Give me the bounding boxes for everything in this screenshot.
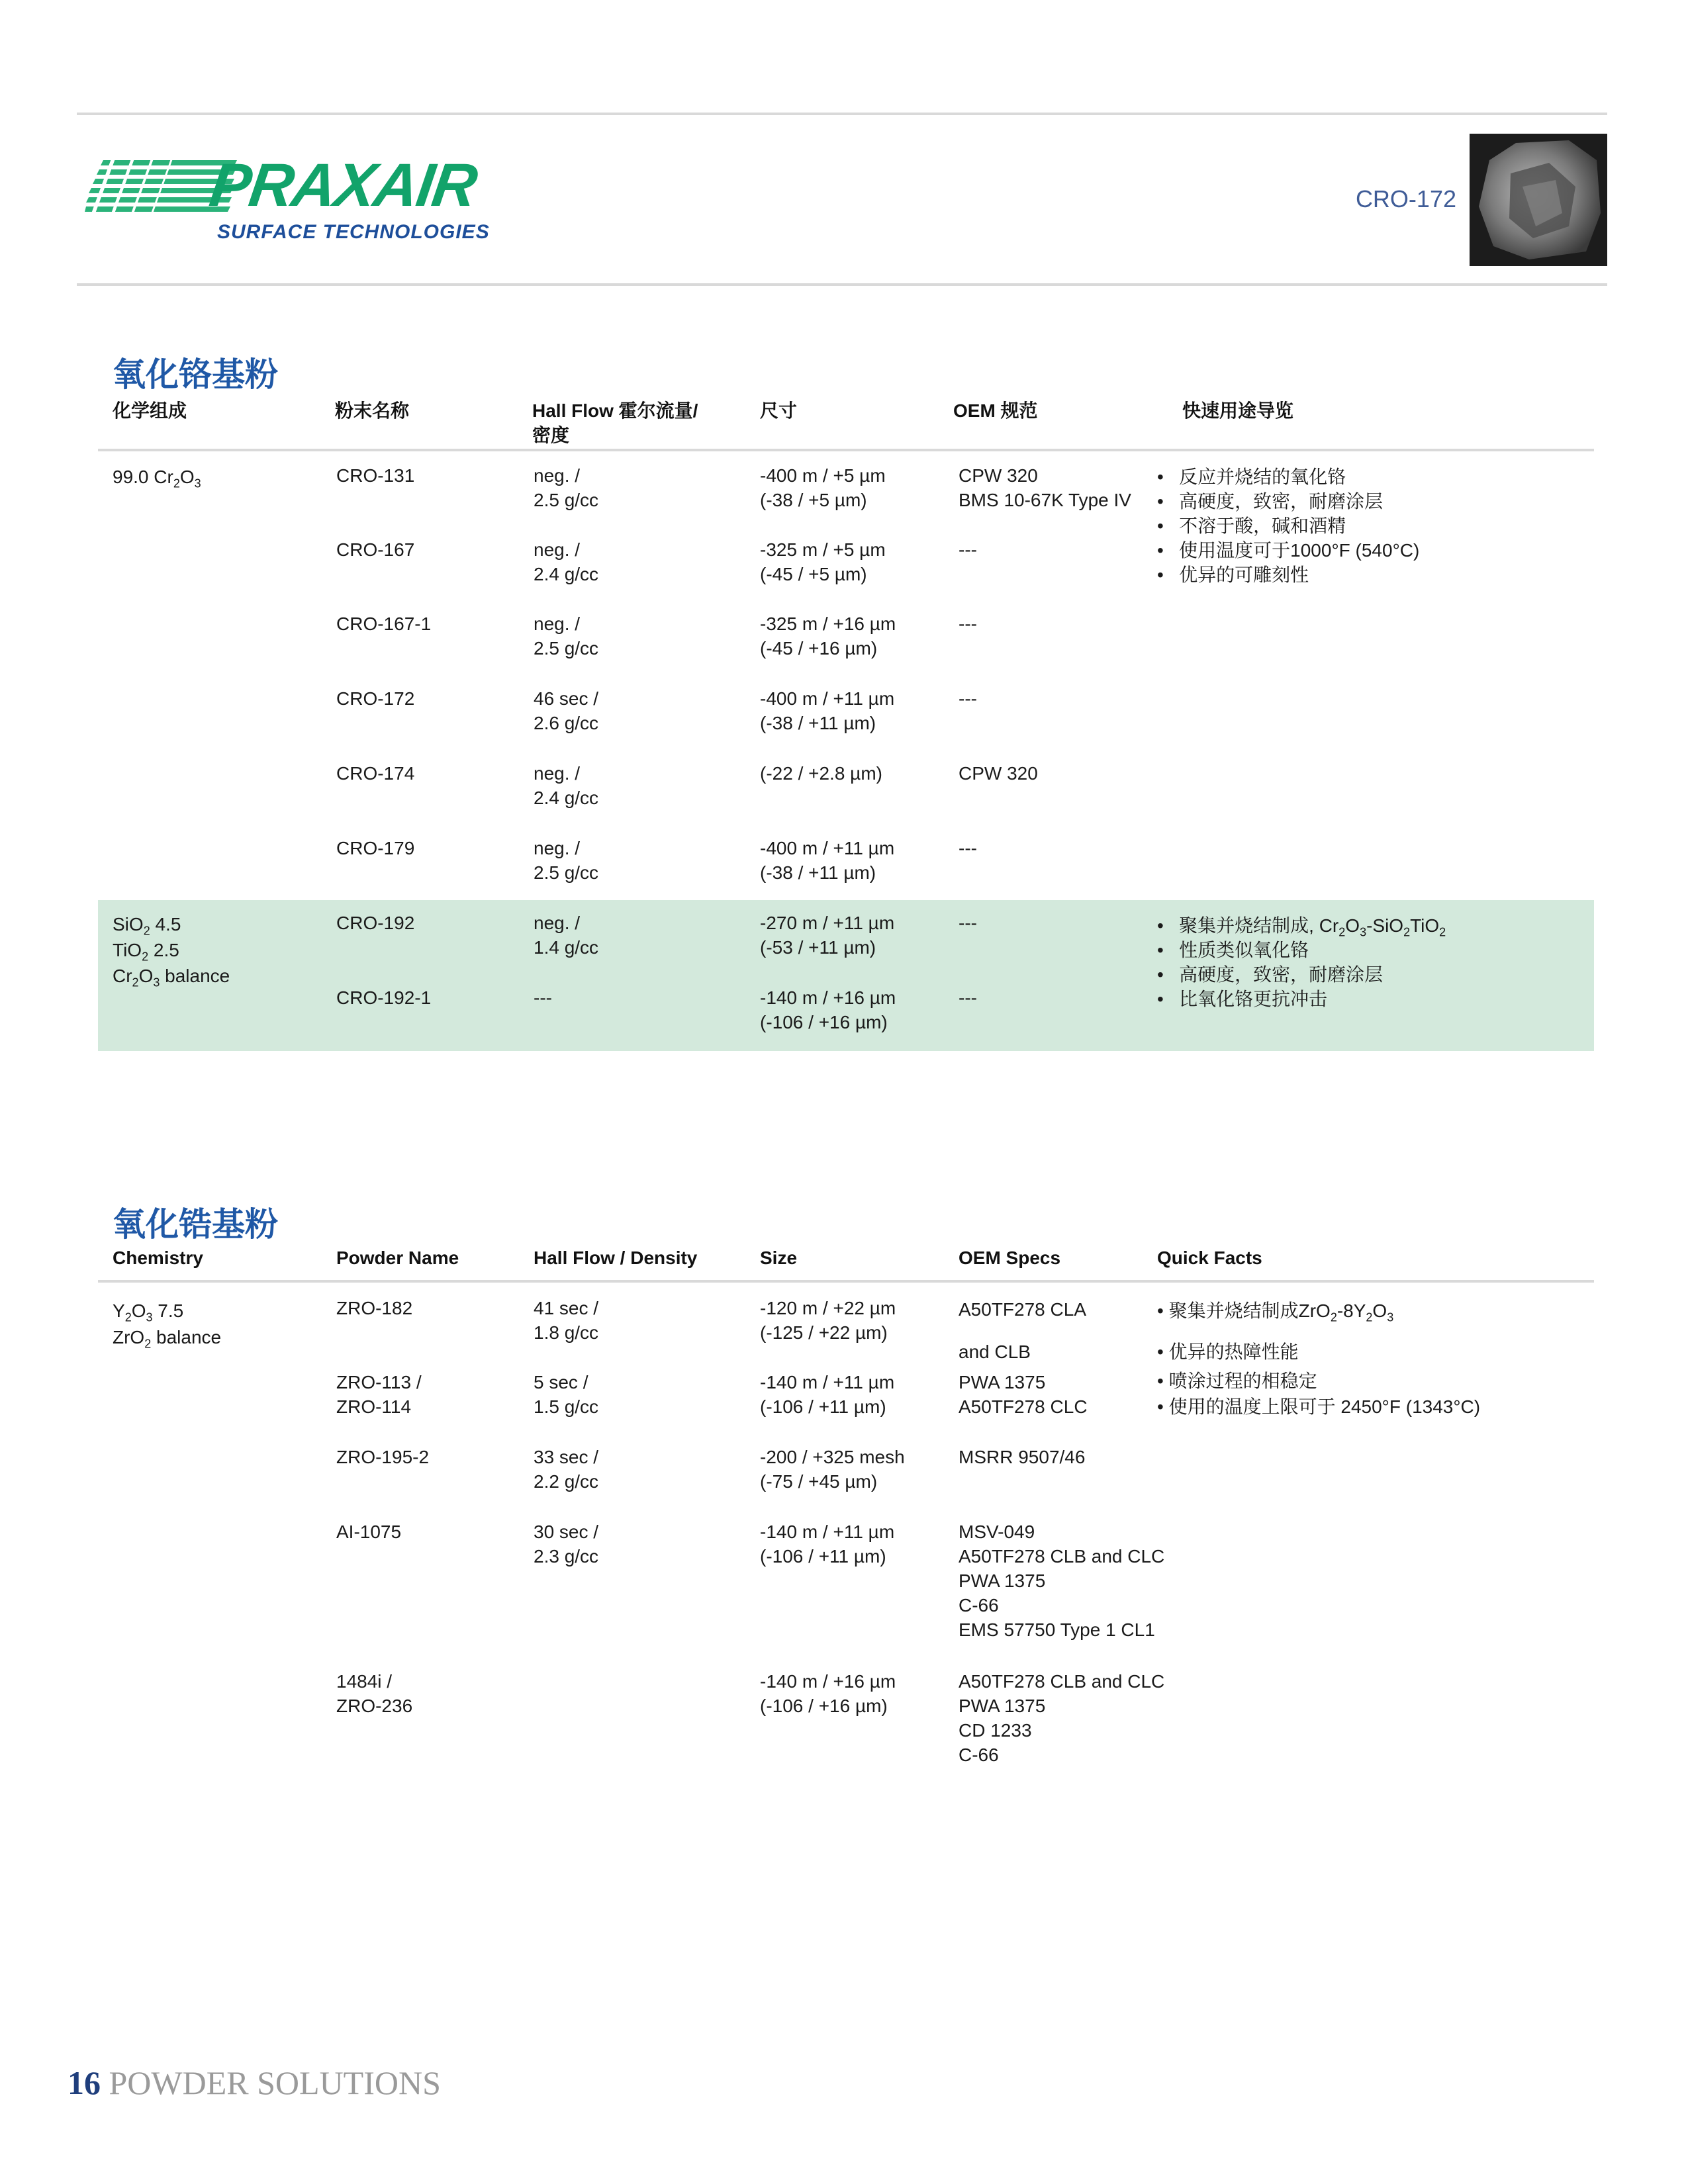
chemistry-cell: 99.0 $Cr_2O_3$ (113, 467, 201, 490)
flow-value: neg. / (534, 763, 581, 784)
powder-name: CRO-167-1 (336, 614, 432, 634)
col-header-size: Size (760, 1248, 798, 1268)
chemistry-cell: SiO$_2$ 4.5 (113, 914, 181, 938)
oem-spec: A50TF278 CLA (959, 1299, 1086, 1320)
size-micron-value: (-106 / +11 µm) (760, 1546, 886, 1567)
flow-value: 5 sec / (534, 1372, 588, 1392)
oem-spec: --- (959, 539, 977, 560)
oem-spec: A50TF278 CLB and CLC (959, 1671, 1165, 1692)
powder-name: ZRO-182 (336, 1298, 413, 1318)
density-value: 2.2 g/cc (534, 1471, 599, 1492)
section-title-chromium-oxide: 氧化铬基粉 (113, 355, 278, 394)
size-value: -200 / +325 mesh (760, 1447, 905, 1467)
oem-spec: A50TF278 CLB and CLC (959, 1546, 1165, 1567)
oem-spec: MSRR 9507/46 (959, 1447, 1086, 1467)
powder-name: CRO-174 (336, 763, 415, 784)
density-value: 2.5 g/cc (534, 490, 599, 510)
top-rule (77, 113, 1607, 115)
footer-title: POWDER SOLUTIONS (109, 2064, 441, 2101)
col-header-hall-flow-density: Hall Flow / Density (534, 1248, 698, 1268)
list-item: • 优异的热障性能 (1157, 1342, 1299, 1362)
chemistry-cell: TiO$_2$ 2.5 (113, 940, 179, 964)
size-micron-value: (-106 / +16 µm) (760, 1696, 888, 1716)
flow-value: --- (534, 987, 552, 1008)
list-item: • 性质类似氧化铬 (1157, 940, 1309, 960)
density-value: 2.4 g/cc (534, 788, 599, 808)
oem-spec: --- (959, 688, 977, 709)
flow-value: 41 sec / (534, 1298, 599, 1318)
product-code-label: CRO-172 (1355, 185, 1456, 212)
size-micron-value: (-53 / +11 µm) (760, 937, 876, 958)
oem-spec: --- (959, 987, 977, 1008)
flow-value: 33 sec / (534, 1447, 599, 1467)
density-value: 2.5 g/cc (534, 638, 599, 659)
col-header-density: 密度 (532, 425, 570, 445)
flow-value: neg. / (534, 539, 581, 560)
size-value: -325 m / +5 µm (760, 539, 886, 560)
size-value: -140 m / +11 µm (760, 1522, 895, 1542)
density-value: 2.5 g/cc (534, 862, 599, 883)
powder-name: CRO-192 (336, 913, 415, 933)
powder-name: AI-1075 (336, 1522, 402, 1542)
oem-spec: --- (959, 614, 977, 634)
col-header-hall-flow: Hall Flow 霍尔流量/ (532, 400, 698, 421)
powder-name: ZRO-113 / (336, 1372, 422, 1392)
size-value: -120 m / +22 µm (760, 1298, 896, 1318)
size-micron-value: (-75 / +45 µm) (760, 1471, 878, 1492)
page-footer (68, 2064, 441, 2102)
col-header-powder-name: Powder Name (336, 1248, 459, 1268)
density-value: 1.5 g/cc (534, 1396, 599, 1417)
section2-header-rule (98, 1280, 1594, 1283)
oem-spec: CD 1233 (959, 1720, 1032, 1741)
flow-value: 30 sec / (534, 1522, 599, 1542)
section1-header-rule (98, 449, 1594, 451)
size-value: -140 m / +16 µm (760, 1671, 896, 1692)
flow-value: neg. / (534, 913, 581, 933)
oem-spec: C-66 (959, 1745, 999, 1765)
size-micron-value: (-125 / +22 µm) (760, 1322, 888, 1343)
list-item: • 喷涂过程的相稳定 (1157, 1371, 1317, 1391)
chemistry-cell: $Y_2O_3$ 7.5 (113, 1300, 184, 1324)
size-value: -400 m / +11 µm (760, 838, 895, 858)
oem-spec: CPW 320 (959, 763, 1038, 784)
oem-spec: PWA 1375 (959, 1372, 1046, 1392)
oem-spec: EMS 57750 Type 1 CL1 (959, 1619, 1155, 1640)
oem-spec: PWA 1375 (959, 1696, 1046, 1716)
oem-spec: and CLB (959, 1342, 1031, 1362)
col-header-powder-name: 粉末名称 (335, 400, 410, 421)
list-item: • 优异的可雕刻性 (1157, 565, 1309, 585)
section-title-zirconia: 氧化锆基粉 (113, 1205, 278, 1244)
list-item: • 高硬度，致密，耐磨涂层 (1157, 491, 1383, 512)
oem-spec: A50TF278 CLC (959, 1396, 1088, 1417)
powder-name: CRO-167 (336, 539, 415, 560)
size-micron-value: (-38 / +11 µm) (760, 862, 876, 883)
density-value: 1.8 g/cc (534, 1322, 599, 1343)
list-item: • 使用的温度上限可于 2450°F (1343°C) (1157, 1396, 1481, 1417)
size-micron-value: (-106 / +11 µm) (760, 1396, 886, 1417)
list-item: • 聚集并烧结制成$ZrO_2-8Y_2O_3$ (1157, 1300, 1394, 1324)
size-value: (-22 / +2.8 µm) (760, 763, 882, 784)
density-value: 2.6 g/cc (534, 713, 599, 733)
powder-name: CRO-179 (336, 838, 415, 858)
col-header-quick-facts: 快速用途导览 (1182, 400, 1294, 421)
col-header-size: 尺寸 (760, 400, 798, 421)
oem-spec: --- (959, 913, 977, 933)
oem-spec: C-66 (959, 1595, 999, 1615)
powder-name: ZRO-195-2 (336, 1447, 430, 1467)
chemistry-cell: $Cr_2O_3$ balance (113, 966, 230, 989)
oem-spec: MSV-049 (959, 1522, 1035, 1542)
col-header-oem-specs: OEM Specs (959, 1248, 1061, 1268)
size-value: -140 m / +16 µm (760, 987, 896, 1008)
col-header-chemistry: Chemistry (113, 1248, 203, 1268)
size-value: -270 m / +11 µm (760, 913, 895, 933)
header-bottom-rule (77, 283, 1607, 286)
powder-name: CRO-192-1 (336, 987, 432, 1008)
size-value: -325 m / +16 µm (760, 614, 896, 634)
list-item: • 不溶于酸，碱和酒精 (1157, 516, 1346, 536)
list-item: • 高硬度，致密，耐磨涂层 (1157, 964, 1383, 985)
flow-value: 46 sec / (534, 688, 599, 709)
list-item: • 比氧化铬更抗冲击 (1157, 989, 1328, 1009)
list-item: • 使用温度可于1000°F (540°C) (1157, 540, 1420, 561)
powder-particle-image (1470, 134, 1607, 266)
col-header-oem: OEM 规范 (953, 400, 1038, 421)
list-item: • 聚集并烧结制成, $Cr_2O_3-SiO_2TiO_2$ (1157, 915, 1446, 939)
powder-name: ZRO-236 (336, 1696, 413, 1716)
col-header-chemistry: 化学组成 (113, 400, 187, 421)
size-value: -400 m / +5 µm (760, 465, 886, 486)
logo-subtitle: SURFACE TECHNOLOGIES (217, 221, 490, 243)
oem-spec: --- (959, 838, 977, 858)
flow-value: neg. / (534, 465, 581, 486)
size-value: -400 m / +11 µm (760, 688, 895, 709)
density-value: 1.4 g/cc (534, 937, 599, 958)
size-value: -140 m / +11 µm (760, 1372, 895, 1392)
size-micron-value: (-38 / +5 µm) (760, 490, 867, 510)
col-header-quick-facts: Quick Facts (1157, 1248, 1262, 1268)
oem-spec: PWA 1375 (959, 1570, 1046, 1591)
powder-name: 1484i / (336, 1671, 393, 1692)
flow-value: neg. / (534, 838, 581, 858)
oem-spec: CPW 320 (959, 465, 1038, 486)
logo-wordmark: PRAXAIR (205, 152, 481, 219)
oem-spec: BMS 10-67K Type IV (959, 490, 1131, 510)
flow-value: neg. / (534, 614, 581, 634)
size-micron-value: (-106 / +16 µm) (760, 1012, 888, 1032)
size-micron-value: (-45 / +16 µm) (760, 638, 878, 659)
list-item: • 反应并烧结的氧化铬 (1157, 467, 1346, 487)
powder-name: CRO-131 (336, 465, 415, 486)
chemistry-cell: ZrO$_2$ balance (113, 1327, 222, 1351)
size-micron-value: (-45 / +5 µm) (760, 564, 867, 584)
powder-name: ZRO-114 (336, 1396, 412, 1417)
size-micron-value: (-38 / +11 µm) (760, 713, 876, 733)
density-value: 2.4 g/cc (534, 564, 599, 584)
page-number: 16 (68, 2064, 101, 2101)
density-value: 2.3 g/cc (534, 1546, 599, 1567)
powder-name: CRO-172 (336, 688, 415, 709)
